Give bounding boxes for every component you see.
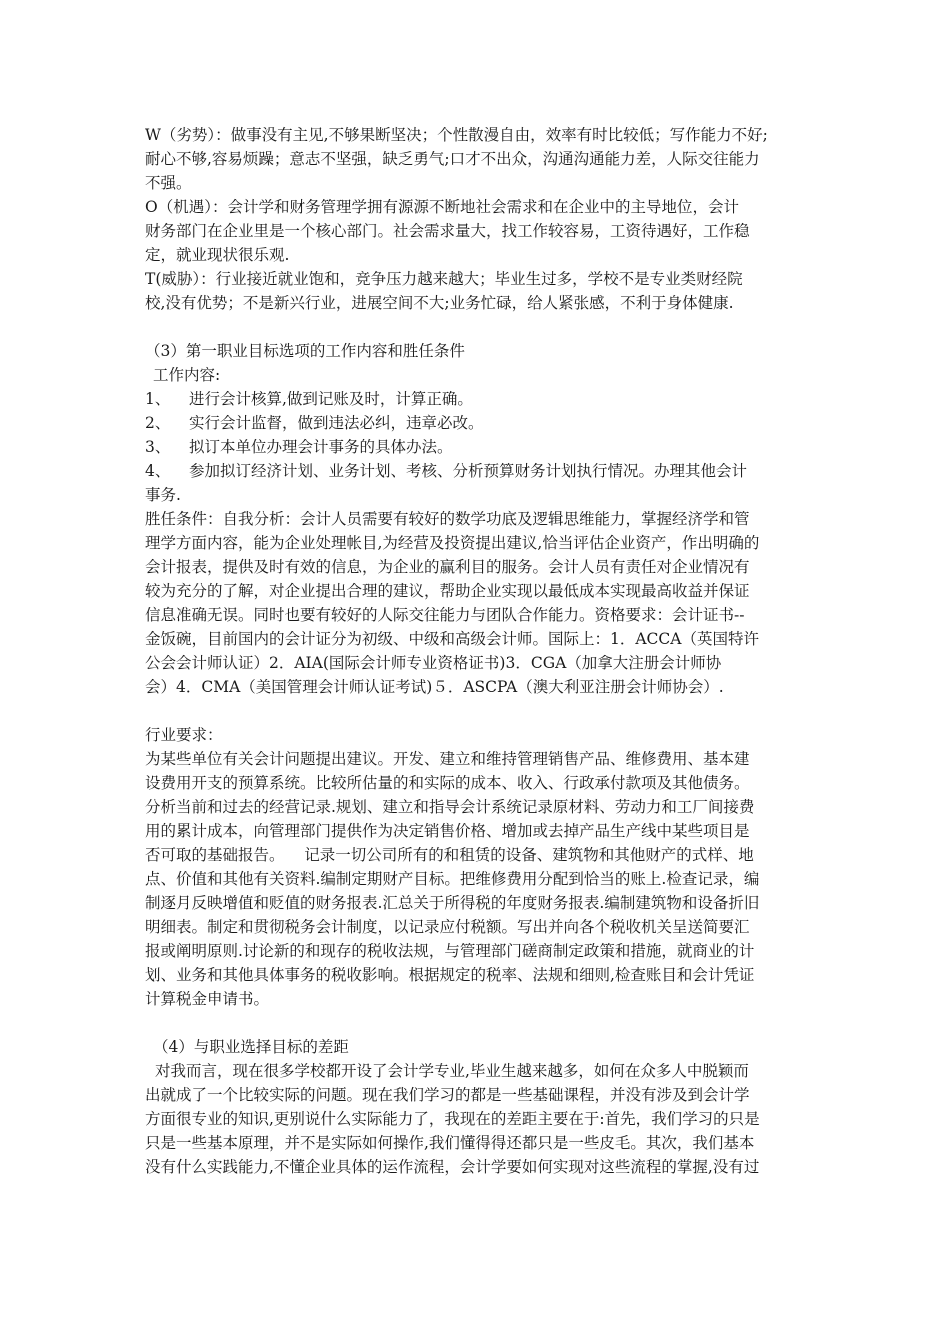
list-item [145,411,805,435]
section-4 [145,1035,805,1179]
document-body [145,123,805,1179]
text-line: 用的累计成本，向管理部门提供作为决定销售价格、增加或去掉产品生产线中某些项目是 [145,822,750,840]
competence-paragraph [145,507,805,699]
text-line: 会计报表，提供及时有效的信息，为企业的赢利目的服务。会计人员有责任对企业情况有 [145,558,750,576]
text-line: 胜任条件：自我分析：会计人员需要有较好的数学功底及逻辑思维能力，掌握经济学和管 [145,510,750,528]
text-line: O（机遇）：会计学和财务管理学拥有源源不断地社会需求和在企业中的主导地位，会计 [145,198,739,216]
text-line: 分析当前和过去的经营记录.规划、建立和指导会计系统记录原材料、劳动力和工厂间接费 [145,798,755,816]
text-line: W（劣势）：做事没有主见,不够果断坚决；个性散漫自由，效率有时比较低；写作能力不好; [145,126,768,144]
industry-label: 行业要求： [145,726,223,744]
list-item [145,387,805,411]
list-number: 3、 [145,438,171,456]
text-line: 报或阐明原则.讨论新的和现存的税收法规，与管理部门磋商制定政策和措施，就商业的计 [145,942,755,960]
list-text: 进行会计核算,做到记账及时，计算正确。 [189,390,473,408]
blank-line [145,1011,805,1035]
text-line: 校,没有优势；不是新兴行业，进展空间不大;业务忙碌，给人紧张感，不利于身体健康. [145,294,734,312]
section-3 [145,339,805,699]
text-line: 方面很专业的知识,更别说什么实际能力了，我现在的差距主要在于:首先，我们学习的只是 [145,1110,760,1128]
section-heading: （3）第一职业目标选项的工作内容和胜任条件 [145,342,465,360]
text-line: 明细表。制定和贯彻税务会计制度，以记录应付税额。写出并向各个税收机关呈送简要汇 [145,918,750,936]
text-line: 耐心不够,容易烦躁；意志不坚强，缺乏勇气;口才不出众，沟通沟通能力差，人际交往能力 [145,150,760,168]
list-text: 拟订本单位办理会计事务的具体办法。 [189,438,453,456]
text-line: 设费用开支的预算系统。比较所估量的和实际的成本、收入、行政承付款项及其他债务。 [145,774,750,792]
swot-threat [145,267,805,315]
work-content-label: 工作内容: [153,366,221,384]
text-line: 出就成了一个比较实际的问题。现在我们学习的都是一些基础课程，并没有涉及到会计学 [145,1086,750,1104]
text-line: 不强。 [145,174,192,192]
blank-line [145,699,805,723]
list-text: 实行会计监督，做到违法必纠，违章必改。 [189,414,484,432]
blank-line [145,315,805,339]
list-number: 1、 [145,390,171,408]
text-line: 为某些单位有关会计问题提出建议。开发、建立和维持管理销售产品、维修费用、基本建 [145,750,750,768]
list-item [145,459,805,483]
text-line: 理学方面内容，能为企业处理帐目,为经营及投资提出建议,恰当评估企业资产，作出明确的 [145,534,760,552]
text-line: 计算税金申请书。 [145,990,270,1008]
text-line: 公会会计师认证）2．AIA(国际会计师专业资格证书)3．CGA（加拿大注册会计师协 [145,654,722,672]
text-line: 信息准确无误。同时也要有较好的人际交往能力与团队合作能力。资格要求：会计证书-- [145,606,745,624]
list-number: 2、 [145,414,171,432]
text-line: 财务部门在企业里是一个核心部门。社会需求量大，找工作较容易，工资待遇好，工作稳 [145,222,750,240]
swot-opportunity [145,195,805,267]
swot-weakness [145,123,805,195]
list-text: 参加拟订经济计划、业务计划、考核、分析预算财务计划执行情况。办理其他会计 [189,462,748,480]
section-heading: （4）与职业选择目标的差距 [153,1038,349,1056]
industry-requirements [145,723,805,1011]
text-line: 划、业务和其他具体事务的税收影响。根据规定的税率、法规和细则,检查账目和会计凭证 [145,966,755,984]
list-text-continuation: 事务. [145,486,181,504]
text-line: 否可取的基础报告。 记录一切公司所有的和租赁的设备、建筑物和其他财产的式样、地 [145,846,754,864]
text-line: 制逐月反映增值和贬值的财务报表.汇总关于所得税的年度财务报表.编制建筑物和设备折旧 [145,894,760,912]
text-line: 点、价值和其他有关资料.编制定期财产目标。把维修费用分配到恰当的账上.检查记录，编 [145,870,760,888]
text-line: 较为充分的了解，对企业提出合理的建议，帮助企业实现以最低成本实现最高收益并保证 [145,582,750,600]
text-line: 没有什么实践能力,不懂企业具体的运作流程，会计学要如何实现对这些流程的掌握,没有过 [145,1158,760,1176]
text-line: T(威胁）：行业接近就业饱和，竞争压力越来越大；毕业生过多，学校不是专业类财经院 [145,270,743,288]
text-line: 只是一些基本原理，并不是实际如何操作,我们懂得得还都只是一些皮毛。其次，我们基本 [145,1134,755,1152]
list-item [145,435,805,459]
list-number: 4、 [145,462,171,480]
text-line: 金饭碗，目前国内的会计证分为初级、中级和高级会计师。国际上：1．ACCA（英国特许 [145,630,759,648]
text-line: 会）4．CMA（美国管理会计师认证考试)５．ASCPA（澳大利亚注册会计师协会）. [145,678,724,696]
text-line: 定，就业现状很乐观. [145,246,290,264]
text-line: 对我而言，现在很多学校都开设了会计学专业,毕业生越来越多，如何在众多人中脱颖而 [155,1062,749,1080]
